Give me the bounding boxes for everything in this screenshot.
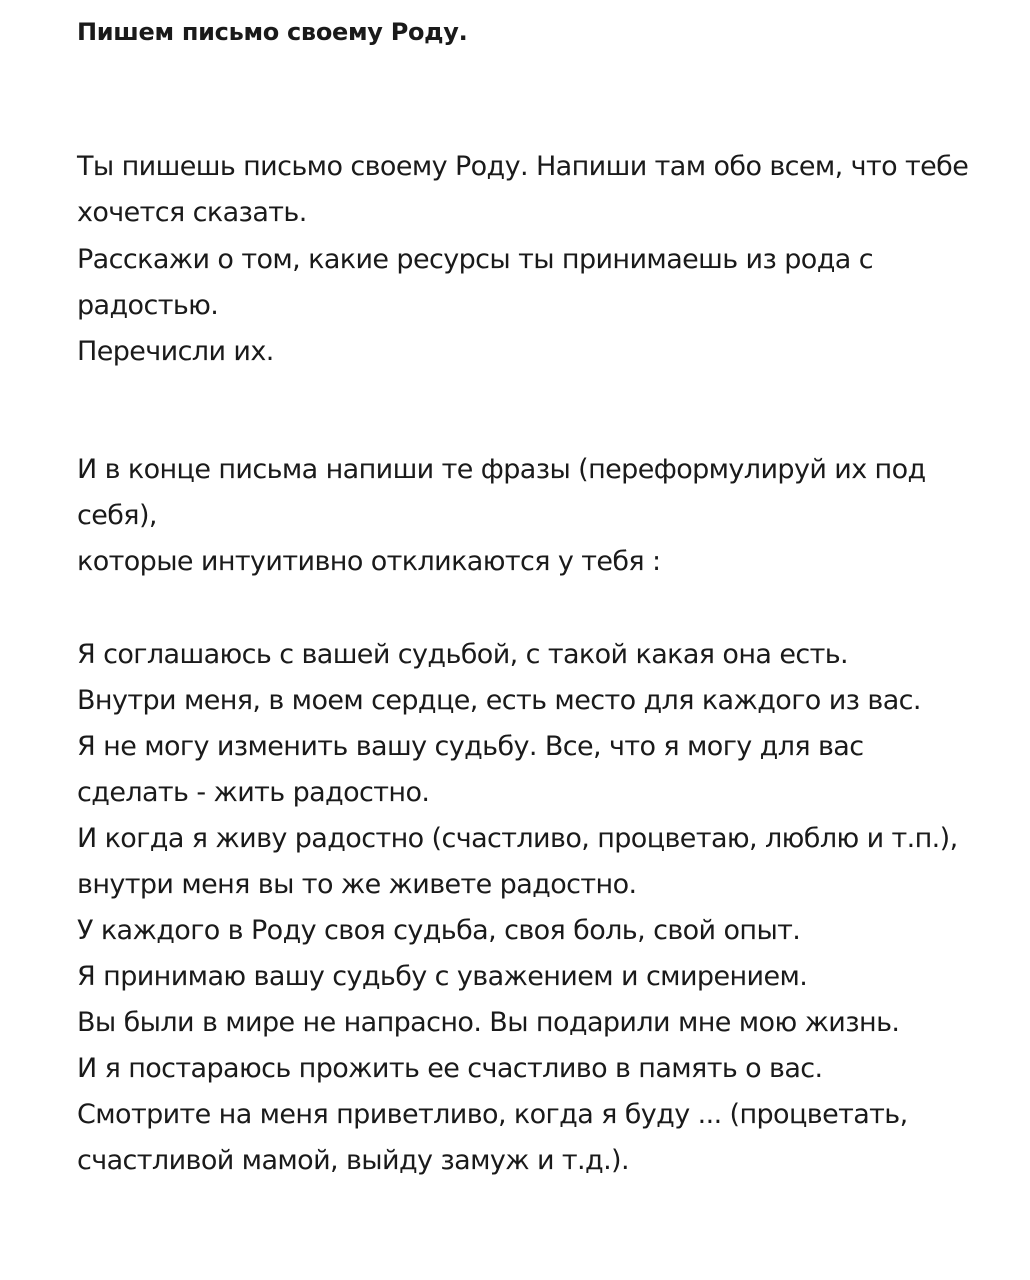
text-line: радостью. <box>77 290 219 321</box>
document-title: Пишем письмо своему Роду. <box>77 18 468 46</box>
text-line: Вы были в мире не напрасно. Вы подарили мне мою жизнь. <box>77 1007 900 1038</box>
text-line: внутри меня вы то же живете радостно. <box>77 869 637 900</box>
text-line: Ты пишешь письмо своему Роду. Напиши там обо всем, что тебе <box>77 151 969 182</box>
text-line: И в конце письма напиши те фразы (переформулируй их под <box>77 454 926 485</box>
text-line: которые интуитивно откликаются у тебя : <box>77 546 661 577</box>
text-line: сделать - жить радостно. <box>77 777 430 808</box>
text-line: Я соглашаюсь с вашей судьбой, с такой какая она есть. <box>77 639 849 670</box>
text-line: хочется сказать. <box>77 197 307 228</box>
text-line: Я принимаю вашу судьбу с уважением и смирением. <box>77 961 808 992</box>
text-line: И когда я живу радостно (счастливо, процветаю, люблю и т.п.), <box>77 823 958 854</box>
text-line: Я не могу изменить вашу судьбу. Все, что я могу для вас <box>77 731 864 762</box>
text-line: Смотрите на меня приветливо, когда я буду ... (процветать, <box>77 1099 908 1130</box>
text-line: У каждого в Роду своя судьба, своя боль, свой опыт. <box>77 915 801 946</box>
text-line: Внутри меня, в моем сердце, есть место для каждого из вас. <box>77 685 921 716</box>
text-line: Перечисли их. <box>77 336 274 367</box>
text-line: себя), <box>77 500 157 531</box>
text-line: И я постараюсь прожить ее счастливо в память о вас. <box>77 1053 823 1084</box>
text-line: счастливой мамой, выйду замуж и т.д.). <box>77 1145 629 1176</box>
text-line: Расскажи о том, какие ресурсы ты принимаешь из рода с <box>77 244 873 275</box>
